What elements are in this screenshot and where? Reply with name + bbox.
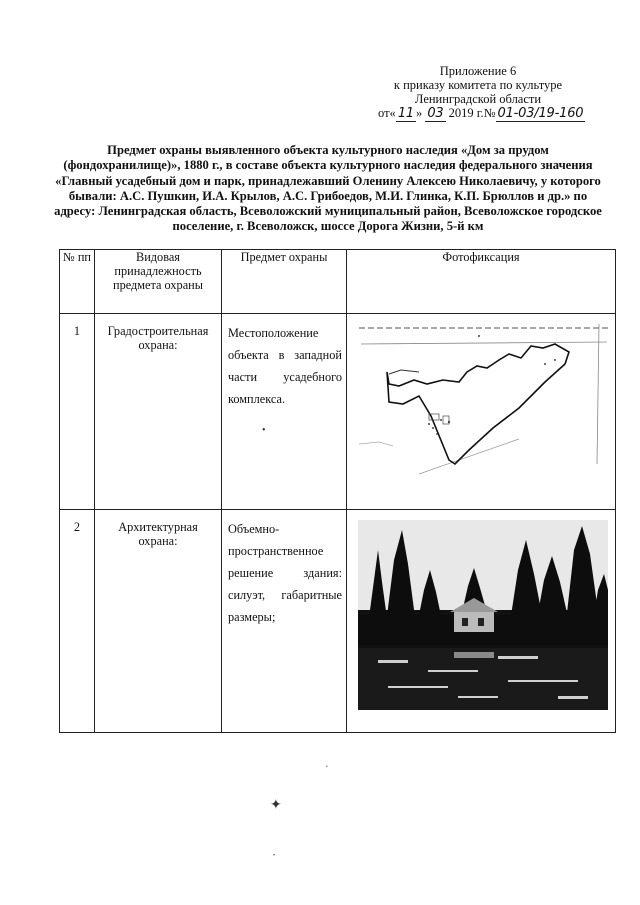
row-subject: Местоположение объекта в западной части усадебного комплекса. (222, 314, 347, 510)
handwritten-day: 11 (397, 106, 414, 121)
scan-speck: • (326, 765, 328, 770)
row-type: Градостроительная охрана: (95, 314, 222, 510)
table-row (60, 510, 616, 733)
handwritten-month: 03 (427, 106, 444, 121)
appendix-region: Ленинградской области (414, 92, 542, 106)
table-row (60, 314, 616, 510)
appendix-header (378, 64, 584, 121)
appendix-order-ref: к приказу комитета по культуре (393, 78, 563, 92)
table-header-row (60, 250, 616, 314)
scan-speck: ✦ (270, 798, 282, 813)
protection-table (59, 249, 616, 733)
building-photo (358, 520, 608, 710)
row-number: 1 (60, 314, 95, 510)
site-plan-image (359, 324, 609, 489)
document-title: Предмет охраны выявленного объекта культурного наследия «Дом за прудом (фондохранилище)», 1880 г., в составе объекта культурного наследия федерального значения «Главный усадебный дом и парк, принадлежавший Оленину Алексею Николаевичу, у которого бывали: А.С. Пушкин, И.А. Крылов, А.С. Грибоедов, М.И. Глинка, К.П. Брюллов и др.» по адресу: Ленинградская область, Всеволожский муниципальный район, Всеволожское городское поселение, г. Всеволожск, шоссе Дорога Жизни, 5-й км (54, 143, 602, 234)
row-type: Архитектурная охрана: (95, 510, 222, 733)
row-subject: Объемно-пространственное решение здания: силуэт, габаритные размеры; (222, 510, 347, 733)
appendix-date-line: от« 11 » 03 2019 г.№ 01-03/19-160 (378, 106, 584, 121)
appendix-title: Приложение 6 (439, 64, 517, 78)
scan-speck: • (262, 425, 266, 436)
photo-cell (347, 314, 616, 510)
header-photo: Фотофиксация (347, 250, 616, 314)
header-subject: Предмет охраны (222, 250, 347, 314)
handwritten-order-number: 01-03/19-160 (497, 106, 584, 121)
header-type: Видовая принадлежность предмета охраны (95, 250, 222, 314)
row-number: 2 (60, 510, 95, 733)
photo-cell (347, 510, 616, 733)
scan-speck: • (273, 853, 276, 859)
header-number: № пп (60, 250, 95, 314)
